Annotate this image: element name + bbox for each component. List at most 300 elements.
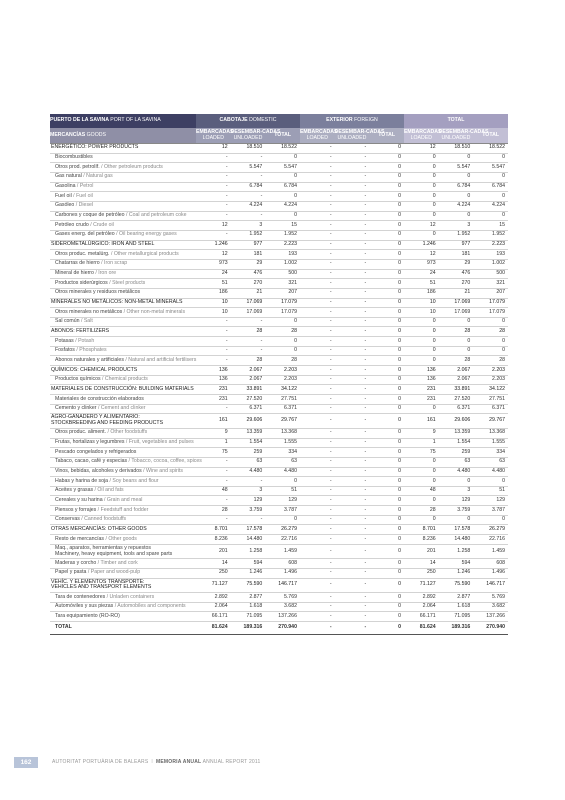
cell-tot-loaded: 0 — [404, 172, 439, 182]
cell-for-unloaded: - — [335, 308, 370, 318]
table-row — [50, 486, 508, 496]
cell-dom-unloaded: 14.480 — [231, 535, 266, 545]
label-es: Cereales y su harina — [55, 496, 103, 503]
cell-tot-total: 0 — [473, 211, 508, 221]
cell-tot-total: 27.751 — [473, 395, 508, 405]
cell-dom-total: 1.459 — [265, 544, 300, 559]
cell-tot-loaded: 0 — [404, 467, 439, 477]
cell-dom-loaded: 201 — [196, 544, 231, 559]
cell-dom-unloaded: - — [231, 346, 266, 356]
row-label — [50, 414, 196, 429]
cell-for-loaded: - — [300, 535, 335, 545]
cell-for-loaded: - — [300, 144, 335, 154]
cell-dom-total: 207 — [265, 288, 300, 298]
foreign-group-header: EXTERIOR FOREIGN — [300, 114, 404, 128]
cell-for-loaded: - — [300, 250, 335, 260]
cell-dom-unloaded: 5.547 — [231, 163, 266, 173]
cell-for-unloaded: - — [335, 172, 370, 182]
cell-tot-loaded: 9 — [404, 428, 439, 438]
cell-for-unloaded: - — [335, 515, 370, 525]
footer-report-es: MEMORIA ANUAL — [156, 759, 202, 765]
cell-for-unloaded: - — [335, 298, 370, 308]
label-es: Maderas y corcho — [55, 559, 97, 566]
cell-dom-total: 3.682 — [265, 602, 300, 612]
cell-dom-unloaded: 33.891 — [231, 385, 266, 395]
cell-for-loaded: - — [300, 308, 335, 318]
cell-for-total: 0 — [369, 144, 404, 154]
label-es: Abonos naturales y artificiales — [55, 356, 124, 363]
label-es: Habas y harina de soja — [55, 477, 109, 484]
cell-tot-unloaded: 1.618 — [439, 602, 474, 612]
table-row — [50, 211, 508, 221]
table-row — [50, 356, 508, 366]
table-row — [50, 559, 508, 569]
cell-tot-unloaded: 476 — [439, 269, 474, 279]
page-number: 162 — [14, 757, 38, 768]
row-label — [50, 612, 196, 622]
cell-tot-unloaded: 33.891 — [439, 385, 474, 395]
cell-tot-loaded: 48 — [404, 486, 439, 496]
cell-tot-total: 22.716 — [473, 535, 508, 545]
label-es: Frutas, hortalizas y legumbres — [55, 439, 125, 445]
col-foreign-unloaded: DESEMBAR-CADAS UNLOADED — [335, 128, 370, 144]
row-label: Otros produc. aliment. / Other foodstuffs — [50, 428, 196, 438]
cell-dom-unloaded: 71.095 — [231, 612, 266, 622]
label-en: Fruit, vegetables and pulses — [128, 439, 194, 445]
cell-dom-total: 15 — [265, 221, 300, 231]
label-es: Tara de contenedores — [55, 593, 106, 600]
cell-for-loaded: - — [300, 327, 335, 337]
cell-for-total: 0 — [369, 525, 404, 535]
label-en: Iron ore — [98, 270, 117, 276]
cell-tot-loaded: 0 — [404, 153, 439, 163]
cell-dom-unloaded: - — [231, 477, 266, 487]
label-es: Productos químicos — [55, 376, 101, 383]
cell-tot-unloaded: 27.520 — [439, 395, 474, 405]
cell-tot-loaded: 8.236 — [404, 535, 439, 545]
cell-tot-unloaded: 1.554 — [439, 438, 474, 448]
cell-for-total: 0 — [369, 467, 404, 477]
row-label: Otros minerales no metálicos / Other non-metal minerals — [50, 308, 196, 318]
cell-tot-loaded: 0 — [404, 211, 439, 221]
label-es: OTRAS MERCANCÍAS: OTHER GOODS — [51, 525, 147, 532]
table-row — [50, 182, 508, 192]
cell-for-total: 0 — [369, 327, 404, 337]
cell-for-unloaded: - — [335, 438, 370, 448]
cell-tot-loaded: 12 — [404, 250, 439, 260]
table-row — [50, 428, 508, 438]
domestic-group-header: CABOTAJE DOMESTIC — [196, 114, 300, 128]
cell-dom-loaded: - — [196, 327, 231, 337]
row-label — [50, 366, 196, 376]
row-label: Otros prod. petrolíf. / Other petroleum products — [50, 163, 196, 173]
cell-dom-total: 193 — [265, 250, 300, 260]
table-row — [50, 279, 508, 289]
cell-tot-total: 137.266 — [473, 612, 508, 622]
cell-tot-loaded: 12 — [404, 221, 439, 231]
total-row — [50, 622, 508, 635]
cell-dom-loaded: - — [196, 172, 231, 182]
cell-for-total: 0 — [369, 250, 404, 260]
cell-for-total: 0 — [369, 182, 404, 192]
cell-dom-loaded: 12 — [196, 221, 231, 231]
cell-dom-loaded: - — [196, 201, 231, 211]
total-tot-total: 270.940 — [473, 622, 508, 635]
cell-tot-total: 6.784 — [473, 182, 508, 192]
cell-dom-loaded: 2.892 — [196, 593, 231, 603]
cell-for-total: 0 — [369, 375, 404, 385]
cell-for-loaded: - — [300, 467, 335, 477]
table-row — [50, 375, 508, 385]
cell-for-total: 0 — [369, 414, 404, 429]
label-es: Tara equipamiento (RO-RO) — [55, 612, 120, 619]
cell-dom-unloaded: 28 — [231, 356, 266, 366]
label-es: Gases energ. del petróleo — [55, 231, 115, 238]
cell-dom-total: 334 — [265, 448, 300, 458]
col-total-unloaded: DESEMBAR-CADAS UNLOADED — [439, 128, 474, 144]
cell-for-total: 0 — [369, 544, 404, 559]
cell-for-unloaded: - — [335, 535, 370, 545]
label-es: Sal común — [55, 318, 80, 325]
row-label: Fuel oil / Fuel oil — [50, 192, 196, 202]
cell-dom-total: 608 — [265, 559, 300, 569]
cell-dom-unloaded: 270 — [231, 279, 266, 289]
category-row — [50, 414, 508, 429]
row-label — [50, 153, 196, 163]
cell-for-total: 0 — [369, 602, 404, 612]
total-tot-loaded: 81.624 — [404, 622, 439, 635]
cell-tot-total: 193 — [473, 250, 508, 260]
cell-for-unloaded: - — [335, 269, 370, 279]
cell-for-loaded: - — [300, 414, 335, 429]
label-es: ABONOS: FERTILIZERS — [51, 327, 110, 334]
cell-tot-loaded: 1 — [404, 438, 439, 448]
cell-dom-total: 0 — [265, 337, 300, 347]
label-en: Other metallurgical products — [113, 250, 179, 257]
table-row — [50, 201, 508, 211]
cell-for-unloaded: - — [335, 578, 370, 593]
row-label: Cereales y su harina / Grain and meal — [50, 496, 196, 506]
cell-tot-total: 0 — [473, 515, 508, 525]
cell-tot-loaded: 0 — [404, 182, 439, 192]
col-domestic-unloaded: DESEMBAR-CADAS UNLOADED — [231, 128, 266, 144]
cell-dom-unloaded: 1.952 — [231, 230, 266, 240]
category-row — [50, 240, 508, 250]
cell-for-unloaded: - — [335, 544, 370, 559]
cell-for-total: 0 — [369, 515, 404, 525]
table-row — [50, 346, 508, 356]
cell-for-unloaded: - — [335, 327, 370, 337]
cell-for-total: 0 — [369, 457, 404, 467]
traffic-table — [50, 114, 508, 635]
cell-dom-loaded: - — [196, 346, 231, 356]
cell-tot-unloaded: 0 — [439, 192, 474, 202]
col-foreign-total: TOTAL — [369, 128, 404, 144]
cell-for-loaded: - — [300, 337, 335, 347]
cell-dom-unloaded: 259 — [231, 448, 266, 458]
cell-dom-total: 4.480 — [265, 467, 300, 477]
table-row — [50, 593, 508, 603]
cell-tot-total: 4.224 — [473, 201, 508, 211]
cell-for-loaded: - — [300, 544, 335, 559]
cell-for-loaded: - — [300, 515, 335, 525]
cell-tot-unloaded: 270 — [439, 279, 474, 289]
table-row — [50, 250, 508, 260]
cell-dom-total: 0 — [265, 515, 300, 525]
total-for-total: 0 — [369, 622, 404, 635]
cell-dom-total: 0 — [265, 346, 300, 356]
goods-column-header: MERCANCÍAS GOODS — [50, 128, 196, 144]
cell-for-total: 0 — [369, 230, 404, 240]
cell-tot-unloaded: 3 — [439, 221, 474, 231]
cell-tot-unloaded: 0 — [439, 337, 474, 347]
label-en: Fuel oil — [76, 192, 93, 199]
row-label — [50, 578, 196, 593]
label-en: Timber and cork — [100, 559, 138, 566]
total-for-unloaded: - — [335, 622, 370, 635]
cell-dom-loaded: 14 — [196, 559, 231, 569]
cell-tot-unloaded: 3 — [439, 486, 474, 496]
cell-dom-unloaded: 2.067 — [231, 375, 266, 385]
cell-for-loaded: - — [300, 366, 335, 376]
cell-tot-total: 500 — [473, 269, 508, 279]
row-label — [50, 448, 196, 458]
cell-dom-unloaded: 2.067 — [231, 366, 266, 376]
cell-tot-total: 321 — [473, 279, 508, 289]
cell-for-unloaded: - — [335, 375, 370, 385]
label-es: Mineral de hierro — [55, 270, 94, 276]
cell-for-loaded: - — [300, 240, 335, 250]
cell-tot-loaded: 0 — [404, 327, 439, 337]
cell-tot-loaded: 136 — [404, 375, 439, 385]
cell-dom-total: 27.751 — [265, 395, 300, 405]
cell-dom-loaded: - — [196, 192, 231, 202]
cell-dom-unloaded: 17.069 — [231, 308, 266, 318]
cell-for-total: 0 — [369, 211, 404, 221]
cell-dom-loaded: - — [196, 211, 231, 221]
table-row — [50, 308, 508, 318]
cell-tot-unloaded: 181 — [439, 250, 474, 260]
label-es: Potasas — [55, 337, 74, 344]
cell-dom-total: 0 — [265, 317, 300, 327]
cell-dom-unloaded: - — [231, 515, 266, 525]
cell-tot-total: 6.371 — [473, 404, 508, 414]
row-label — [50, 395, 196, 405]
cell-for-loaded: - — [300, 211, 335, 221]
cell-tot-unloaded: 1.246 — [439, 568, 474, 578]
table-row — [50, 448, 508, 458]
cell-for-loaded: - — [300, 346, 335, 356]
label-en: Grain and meal — [106, 496, 143, 503]
cell-for-loaded: - — [300, 457, 335, 467]
cell-dom-total: 500 — [265, 269, 300, 279]
cell-tot-unloaded: 28 — [439, 327, 474, 337]
row-label: Tabaco, cacao, café y especias / Tobacco, cocoa, coffee, spices — [50, 457, 196, 467]
cell-dom-loaded: 1 — [196, 438, 231, 448]
label-en: Oil bearing energy gases — [119, 231, 177, 238]
cell-tot-loaded: 28 — [404, 506, 439, 516]
cell-for-loaded: - — [300, 593, 335, 603]
row-label — [50, 544, 196, 559]
row-label: Papel y pasta / Paper and wood-pulp — [50, 568, 196, 578]
cell-tot-unloaded: 2.067 — [439, 366, 474, 376]
label-es: Productos siderúrgicos — [55, 279, 108, 286]
cell-tot-loaded: 0 — [404, 337, 439, 347]
cell-tot-total: 28 — [473, 327, 508, 337]
label-en: Unladen containers — [109, 593, 155, 600]
cell-for-loaded: - — [300, 298, 335, 308]
cell-for-unloaded: - — [335, 153, 370, 163]
cell-dom-loaded: 1.246 — [196, 240, 231, 250]
row-label — [50, 525, 196, 535]
cell-for-loaded: - — [300, 163, 335, 173]
cell-tot-loaded: 51 — [404, 279, 439, 289]
cell-for-total: 0 — [369, 259, 404, 269]
cell-tot-unloaded: 0 — [439, 515, 474, 525]
cell-for-unloaded: - — [335, 477, 370, 487]
cell-for-loaded: - — [300, 259, 335, 269]
cell-tot-unloaded: 75.590 — [439, 578, 474, 593]
cell-for-unloaded: - — [335, 288, 370, 298]
cell-for-loaded: - — [300, 612, 335, 622]
cell-dom-loaded: 250 — [196, 568, 231, 578]
total-tot-unloaded: 189.316 — [439, 622, 474, 635]
cell-for-loaded: - — [300, 221, 335, 231]
cell-tot-loaded: 136 — [404, 366, 439, 376]
cell-for-loaded: - — [300, 385, 335, 395]
cell-for-loaded: - — [300, 578, 335, 593]
col-domestic-total: TOTAL — [265, 128, 300, 144]
cell-for-total: 0 — [369, 428, 404, 438]
cell-dom-loaded: - — [196, 496, 231, 506]
cell-tot-total: 0 — [473, 317, 508, 327]
label-en: Wine and spirits — [146, 467, 183, 474]
label-en: Chemical products — [104, 376, 148, 383]
row-label: Gas natural / Natural gas — [50, 172, 196, 182]
row-label: Cemento y clinker / Cement and clinker — [50, 404, 196, 414]
category-row — [50, 525, 508, 535]
cell-dom-unloaded: 28 — [231, 327, 266, 337]
cell-for-loaded: - — [300, 506, 335, 516]
row-label: Sal común / Salt — [50, 317, 196, 327]
cell-tot-loaded: 0 — [404, 496, 439, 506]
cell-tot-loaded: 0 — [404, 192, 439, 202]
total-dom-unloaded: 189.316 — [231, 622, 266, 635]
label-es: Gas natural — [55, 173, 82, 180]
category-row — [50, 327, 508, 337]
table-row — [50, 172, 508, 182]
label-es: Biocombustibles — [55, 154, 93, 161]
cell-for-loaded: - — [300, 477, 335, 487]
cell-dom-unloaded: 21 — [231, 288, 266, 298]
cell-tot-unloaded: 259 — [439, 448, 474, 458]
cell-tot-total: 3.682 — [473, 602, 508, 612]
cell-for-loaded: - — [300, 525, 335, 535]
page-footer — [0, 757, 565, 768]
cell-for-unloaded: - — [335, 496, 370, 506]
row-label: Productos siderúrgicos / Steel products — [50, 279, 196, 289]
cell-tot-unloaded: 977 — [439, 240, 474, 250]
cell-for-total: 0 — [369, 578, 404, 593]
cell-tot-unloaded: 6.784 — [439, 182, 474, 192]
cell-for-total: 0 — [369, 317, 404, 327]
cell-dom-loaded: 24 — [196, 269, 231, 279]
cell-tot-loaded: 973 — [404, 259, 439, 269]
category-row — [50, 578, 508, 593]
row-label: Gasóleo / Diesel — [50, 201, 196, 211]
cell-tot-total: 18.522 — [473, 144, 508, 154]
cell-for-total: 0 — [369, 337, 404, 347]
label-en: Oil and fats — [97, 487, 124, 494]
cell-for-loaded: - — [300, 201, 335, 211]
label-en: Phosphates — [79, 347, 107, 354]
cell-for-total: 0 — [369, 279, 404, 289]
cell-tot-loaded: 66.171 — [404, 612, 439, 622]
cell-for-loaded: - — [300, 559, 335, 569]
row-label — [50, 144, 196, 154]
cell-tot-loaded: 12 — [404, 144, 439, 154]
cell-for-total: 0 — [369, 269, 404, 279]
cell-for-unloaded: - — [335, 366, 370, 376]
cell-for-unloaded: - — [335, 201, 370, 211]
total-group-header: TOTAL — [404, 114, 508, 128]
cell-dom-loaded: 10 — [196, 298, 231, 308]
cell-dom-unloaded: - — [231, 172, 266, 182]
cell-tot-total: 608 — [473, 559, 508, 569]
cell-dom-total: 1.496 — [265, 568, 300, 578]
cell-dom-loaded: 10 — [196, 308, 231, 318]
cell-dom-unloaded: - — [231, 153, 266, 163]
cell-dom-total: 137.266 — [265, 612, 300, 622]
cell-tot-loaded: 0 — [404, 201, 439, 211]
cell-dom-total: 17.079 — [265, 298, 300, 308]
row-label: Conservas / Canned foodstuffs — [50, 515, 196, 525]
total-dom-loaded: 81.624 — [196, 622, 231, 635]
cell-dom-loaded: - — [196, 182, 231, 192]
cell-dom-unloaded: 594 — [231, 559, 266, 569]
cell-tot-total: 2.203 — [473, 366, 508, 376]
cell-dom-loaded: - — [196, 356, 231, 366]
cell-dom-unloaded: 129 — [231, 496, 266, 506]
cell-dom-unloaded: - — [231, 192, 266, 202]
cell-tot-total: 334 — [473, 448, 508, 458]
cell-tot-loaded: 201 — [404, 544, 439, 559]
cell-dom-total: 146.717 — [265, 578, 300, 593]
footer-org: AUTORITAT PORTUÀRIA DE BALEARS — [52, 759, 149, 765]
cell-dom-total: 0 — [265, 192, 300, 202]
cell-dom-unloaded: 1.258 — [231, 544, 266, 559]
cell-for-total: 0 — [369, 153, 404, 163]
cell-for-loaded: - — [300, 172, 335, 182]
label-es: AGRO-GANADERO Y ALIMENTARIO: — [51, 414, 140, 421]
cell-tot-total: 129 — [473, 496, 508, 506]
cell-for-total: 0 — [369, 506, 404, 516]
footer-text — [52, 759, 261, 765]
col-total-loaded: EMBARCADAS LOADED — [404, 128, 439, 144]
category-row — [50, 144, 508, 154]
cell-tot-total: 17.079 — [473, 308, 508, 318]
cell-dom-total: 18.522 — [265, 144, 300, 154]
label-en: Iron scrap — [104, 260, 128, 267]
cell-dom-loaded: 28 — [196, 506, 231, 516]
cell-for-total: 0 — [369, 559, 404, 569]
cell-tot-unloaded: 1.952 — [439, 230, 474, 240]
label-es: Otros minerales no metálicos — [55, 308, 123, 315]
cell-dom-unloaded: 6.784 — [231, 182, 266, 192]
row-label: Abonos naturales y artificiales / Natural and artificial fertilisers — [50, 356, 196, 366]
label-en: Soy beans and flour — [112, 477, 159, 484]
cell-dom-loaded: 51 — [196, 279, 231, 289]
